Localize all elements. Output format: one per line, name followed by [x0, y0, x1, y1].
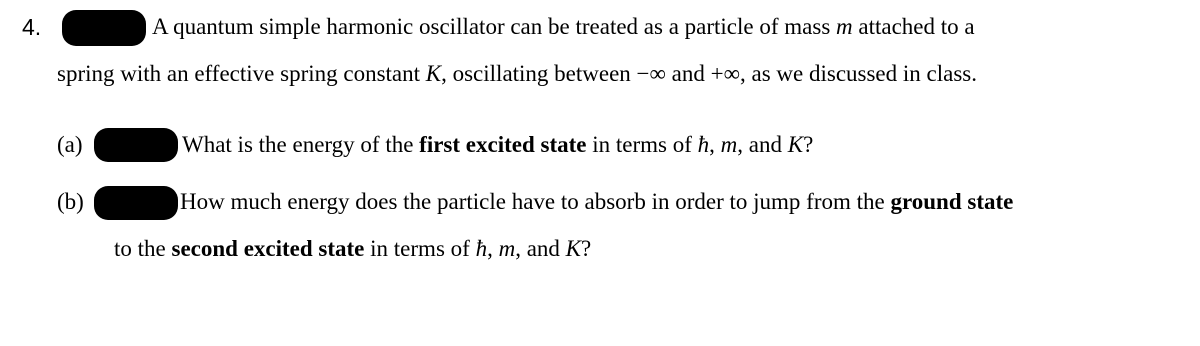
separator: , [487, 236, 499, 261]
question-mark: ? [581, 236, 592, 261]
part-a-text-mid: in terms of [586, 132, 698, 157]
intro-text: , oscillating between −∞ and +∞, as we discussed in class. [441, 61, 977, 86]
separator: , and [737, 132, 788, 157]
intro-text: spring with an effective spring constant [57, 61, 426, 86]
question-intro-line-2 [57, 60, 977, 88]
intro-text: attached to a [852, 14, 975, 39]
question-number: 4. [22, 14, 42, 40]
variable-hbar: ħ [475, 236, 488, 261]
redaction-mark-part-b [94, 186, 178, 220]
part-b-text-start: How much energy does the particle have to absorb in order to jump from the [180, 189, 891, 214]
part-a-text-start: What is the energy of the [182, 132, 420, 157]
variable-K: K [787, 132, 804, 157]
part-b-line-2 [114, 235, 591, 263]
part-a-bold-term: first excited state [419, 132, 587, 157]
separator: , [709, 132, 721, 157]
part-b-label: (b) [57, 189, 84, 214]
part-a-text [182, 131, 813, 159]
question-intro-line-1 [152, 13, 975, 41]
part-b-bold-term-2: second excited state [171, 236, 365, 261]
part-b-bold-term-1: ground state [890, 189, 1014, 214]
part-b-text-line2-start: to the [114, 236, 172, 261]
separator: , and [515, 236, 566, 261]
part-a-label: (a) [57, 132, 83, 157]
variable-K: K [565, 236, 581, 261]
intro-text: A quantum simple harmonic oscillator can be treated as a particle of mass [152, 14, 837, 39]
variable-hbar: ħ [697, 132, 710, 157]
part-b-text-mid: in terms of [364, 236, 476, 261]
redaction-mark-part-a [94, 128, 178, 162]
part-b-line-1 [180, 188, 1013, 216]
redaction-mark-question [62, 10, 146, 46]
question-mark: ? [803, 132, 814, 157]
variable-m: m [836, 14, 853, 39]
variable-m: m [720, 132, 738, 157]
variable-K: K [425, 61, 442, 86]
variable-m: m [498, 236, 516, 261]
